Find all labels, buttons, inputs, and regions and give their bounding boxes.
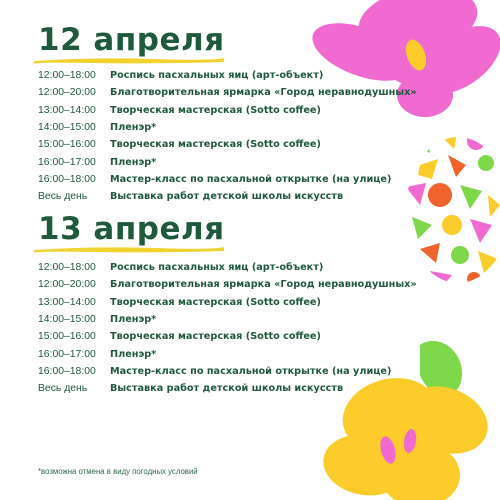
- event-name: Выставка работ детской школы искусств: [110, 383, 344, 395]
- schedule-row: [38, 311, 417, 328]
- event-time: 14:00–15:00: [38, 122, 96, 134]
- day-1-heading: [38, 22, 225, 58]
- schedule-row: [38, 153, 417, 170]
- schedule-row: [38, 380, 417, 397]
- schedule-row: [38, 276, 417, 293]
- event-name: Выставка работ детской школы искусств: [110, 191, 344, 203]
- event-name: Пленэр*: [110, 156, 157, 168]
- event-name: Пленэр*: [110, 348, 157, 360]
- event-name: Творческая мастерская (Sotto coffee): [110, 331, 321, 343]
- day-2-heading: [38, 211, 225, 247]
- schedule-row: [38, 67, 417, 84]
- event-name: Творческая мастерская (Sotto coffee): [110, 104, 321, 116]
- event-time: 13:00–14:00: [38, 104, 96, 116]
- schedule-row: [38, 328, 417, 345]
- event-time: 16:00–17:00: [38, 348, 96, 360]
- event-name: Мастер-класс по пасхальной открытке (на улице): [110, 365, 392, 377]
- schedule-row: [38, 119, 417, 136]
- schedule-row: [38, 259, 417, 276]
- event-time: 12:00–20:00: [38, 279, 96, 291]
- weather-footnote: *возможна отмена в виду погодных условий: [38, 467, 198, 476]
- schedule-row: [38, 345, 417, 362]
- event-time: 14:00–15:00: [38, 314, 96, 326]
- day-2-title: 13 апреля: [38, 211, 225, 247]
- event-name: Благотворительная ярмарка «Город неравнодушных»: [110, 87, 417, 99]
- event-name: Роспись пасхальных яиц (арт-объект): [110, 70, 324, 82]
- event-time: 12:00–18:00: [38, 262, 96, 274]
- event-time: 16:00–17:00: [38, 156, 96, 168]
- schedule-row: [38, 136, 417, 153]
- schedule-row: [38, 171, 417, 188]
- event-name: Пленэр*: [110, 314, 157, 326]
- event-name: Благотворительная ярмарка «Город неравнодушных»: [110, 279, 417, 291]
- event-time: 12:00–18:00: [38, 70, 96, 82]
- event-time: 16:00–18:00: [38, 173, 96, 185]
- event-time: 16:00–18:00: [38, 365, 96, 377]
- schedule-row: [38, 102, 417, 119]
- day-1-schedule: [38, 67, 417, 205]
- event-time: 15:00–16:00: [38, 331, 96, 343]
- event-time: 12:00–20:00: [38, 87, 96, 99]
- event-time: Весь день: [38, 383, 88, 395]
- event-name: Мастер-класс по пасхальной открытке (на улице): [110, 173, 392, 185]
- schedule-row: [38, 84, 417, 101]
- event-name: Творческая мастерская (Sotto coffee): [110, 139, 321, 151]
- event-time: 13:00–14:00: [38, 296, 96, 308]
- event-time: Весь день: [38, 191, 88, 203]
- event-time: 15:00–16:00: [38, 139, 96, 151]
- day-1-title: 12 апреля: [38, 22, 225, 58]
- day-2-schedule: [38, 259, 417, 397]
- schedule-row: [38, 294, 417, 311]
- schedule-row: [38, 363, 417, 380]
- schedule-row: [38, 188, 417, 205]
- event-name: Творческая мастерская (Sotto coffee): [110, 296, 321, 308]
- event-name: Пленэр*: [110, 122, 157, 134]
- event-name: Роспись пасхальных яиц (арт-объект): [110, 262, 324, 274]
